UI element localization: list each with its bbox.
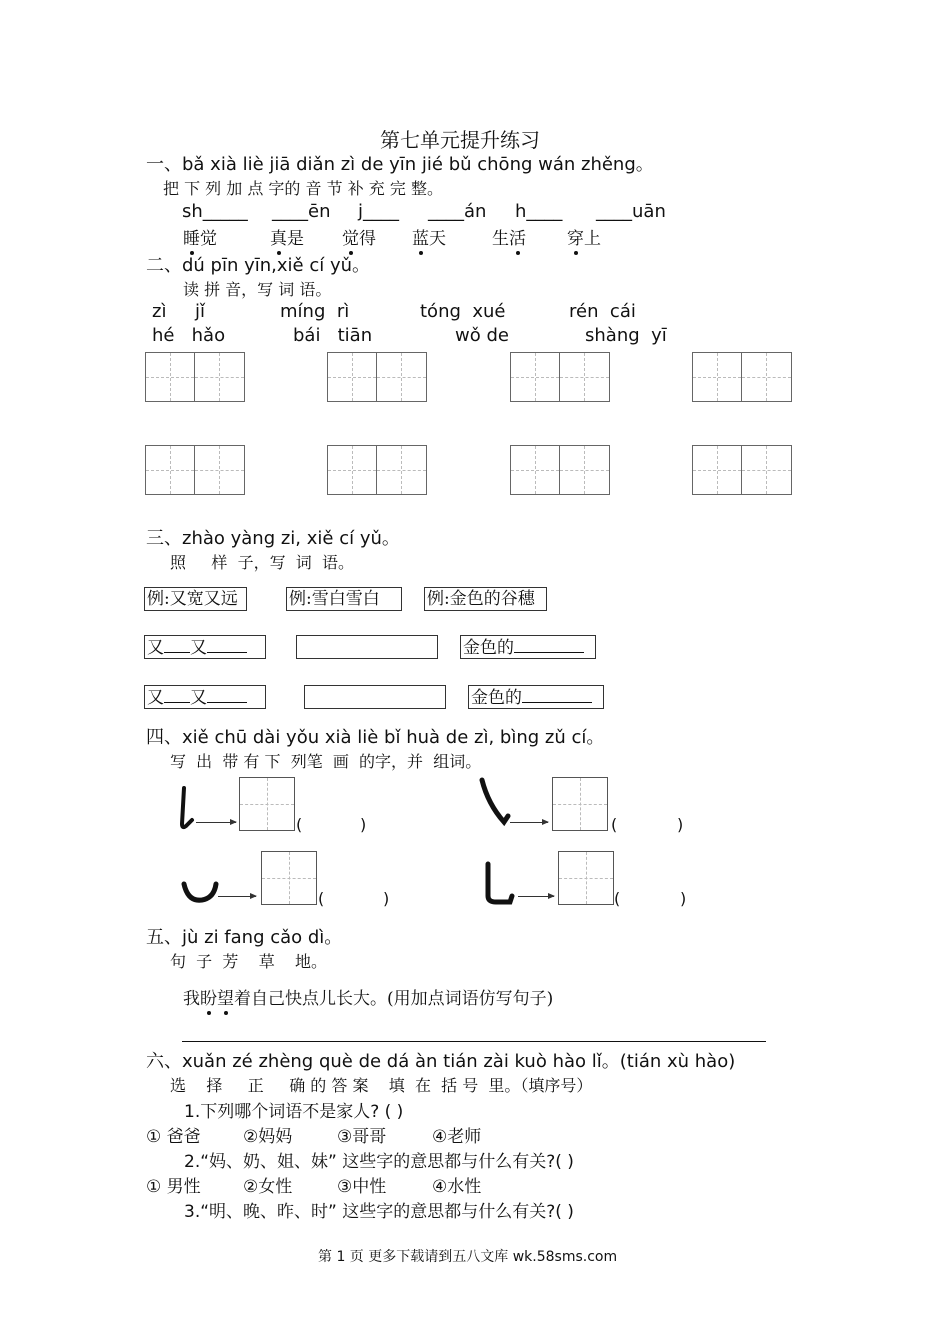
writing-grid-4[interactable] bbox=[692, 352, 792, 402]
s6-subtitle: 选 择 正 确 的 答 案 填 在 括 号 里。（填序号） bbox=[170, 1076, 593, 1095]
s1-blank-5: h____ bbox=[515, 201, 563, 222]
s1-word-2: 真是 bbox=[270, 229, 304, 249]
s5-sentence: 我盼望着自己快点儿长大。(用加点词语仿写句子) bbox=[183, 989, 554, 1009]
page-footer: 第 1 页 更多下载请到五八文库 wk.58sms.com bbox=[318, 1249, 618, 1265]
paren-open-4: ( bbox=[614, 889, 621, 908]
q2-option-4[interactable]: ④水性 bbox=[432, 1177, 482, 1197]
s5-subtitle: 句 子 芳 草 地。 bbox=[170, 952, 328, 971]
char-grid-2[interactable] bbox=[552, 777, 608, 831]
answer-box-you-1[interactable]: 又 又 bbox=[144, 635, 266, 659]
q1-option-2[interactable]: ②妈妈 bbox=[243, 1127, 293, 1147]
paren-close-4: ) bbox=[680, 889, 687, 908]
writing-grid-6[interactable] bbox=[327, 445, 427, 495]
s1-subtitle: 把 下 列 加 点 字的 音 节 补 充 完 整。 bbox=[163, 179, 443, 198]
q2-option-3[interactable]: ③中性 bbox=[337, 1177, 387, 1197]
question-2: 2.“妈、奶、姐、妹” 这些字的意思都与什么有关?( ) bbox=[184, 1152, 574, 1172]
s4-subtitle: 写 出 带 有 下 列笔 画 的字，并 组词。 bbox=[170, 752, 482, 771]
s3-subtitle: 照 样 子，写 词 语。 bbox=[170, 553, 354, 572]
s2-subtitle: 读 拼 音，写 词 语。 bbox=[183, 280, 332, 299]
s2-pinyin-r1-1: zì jǐ bbox=[152, 301, 206, 322]
s2-pinyin-r2-1: hé hǎo bbox=[152, 325, 226, 346]
arrow-2 bbox=[510, 822, 548, 823]
arrow-1 bbox=[196, 822, 236, 823]
s1-word-6: 穿上 bbox=[567, 229, 601, 249]
paren-open-2: ( bbox=[611, 815, 618, 834]
s1-word-5: 生活 bbox=[492, 229, 526, 249]
s2-pinyin-r2-3: wǒ de bbox=[455, 325, 509, 346]
example-box-3: 例:金色的谷穗 bbox=[424, 587, 547, 611]
stroke-shutí-icon bbox=[176, 784, 196, 834]
answer-box-golden-1[interactable]: 金色的 bbox=[460, 635, 596, 659]
q2-option-1[interactable]: ① 男性 bbox=[146, 1177, 201, 1197]
s1-blank-3: j____ bbox=[358, 201, 400, 222]
writing-grid-2[interactable] bbox=[327, 352, 427, 402]
writing-grid-3[interactable] bbox=[510, 352, 610, 402]
writing-grid-8[interactable] bbox=[692, 445, 792, 495]
char-grid-3[interactable] bbox=[261, 851, 317, 905]
writing-grid-1[interactable] bbox=[145, 352, 245, 402]
s2-heading: 二、dú pīn yīn,xiě cí yǔ。 bbox=[146, 255, 371, 276]
s1-word-1: 睡觉 bbox=[183, 229, 217, 249]
page-title: 第七单元提升练习 bbox=[380, 128, 540, 152]
paren-open-1: ( bbox=[296, 815, 303, 834]
s5-answer-line[interactable] bbox=[182, 1041, 766, 1042]
example-box-2: 例:雪白雪白 bbox=[286, 587, 402, 611]
paren-close-2: ) bbox=[677, 815, 684, 834]
s1-blank-6: ____uān bbox=[596, 201, 666, 222]
char-grid-1[interactable] bbox=[239, 777, 295, 831]
s2-pinyin-r1-4: rén cái bbox=[569, 301, 636, 322]
char-grid-4[interactable] bbox=[558, 851, 614, 905]
answer-box-blank-1[interactable] bbox=[296, 635, 438, 659]
s1-blank-2: ____ēn bbox=[272, 201, 331, 222]
answer-box-you-2[interactable]: 又 又 bbox=[144, 685, 266, 709]
arrow-3 bbox=[218, 896, 256, 897]
answer-box-golden-2[interactable]: 金色的 bbox=[468, 685, 604, 709]
paren-close-1: ) bbox=[360, 815, 367, 834]
s2-pinyin-r1-2: míng rì bbox=[280, 301, 350, 322]
question-3: 3.“明、晚、昨、时” 这些字的意思都与什么有关?( ) bbox=[184, 1202, 574, 1222]
q1-option-1[interactable]: ① 爸爸 bbox=[146, 1127, 201, 1147]
example-box-1: 例:又宽又远 bbox=[144, 587, 247, 611]
paren-close-3: ) bbox=[383, 889, 390, 908]
s2-pinyin-r1-3: tóng xué bbox=[420, 301, 506, 322]
s1-word-3: 觉得 bbox=[342, 229, 376, 249]
answer-box-blank-2[interactable] bbox=[304, 685, 446, 709]
s1-blank-4: ____án bbox=[428, 201, 487, 222]
arrow-4 bbox=[518, 896, 554, 897]
s2-pinyin-r2-4: shàng yī bbox=[585, 325, 667, 346]
s4-heading: 四、xiě chū dài yǒu xià liè bǐ huà de zì, bìng zǔ cí。 bbox=[146, 727, 605, 748]
s1-blank-1: sh_____ bbox=[182, 201, 248, 222]
stroke-shuwangou-icon bbox=[482, 860, 516, 908]
paren-open-3: ( bbox=[318, 889, 325, 908]
s2-pinyin-r2-2: bái tiān bbox=[293, 325, 373, 346]
s3-heading: 三、zhào yàng zi, xiě cí yǔ。 bbox=[146, 528, 400, 549]
s5-heading: 五、jù zi fang cǎo dì。 bbox=[146, 927, 343, 948]
writing-grid-7[interactable] bbox=[510, 445, 610, 495]
question-1: 1.下列哪个词语不是家人? ( ) bbox=[184, 1102, 404, 1122]
stroke-xiegou-icon bbox=[478, 776, 512, 832]
q1-option-3[interactable]: ③哥哥 bbox=[337, 1127, 387, 1147]
q2-option-2[interactable]: ②女性 bbox=[243, 1177, 293, 1197]
writing-grid-5[interactable] bbox=[145, 445, 245, 495]
stroke-wogou-icon bbox=[180, 876, 220, 906]
s1-word-4: 蓝天 bbox=[412, 229, 446, 249]
q1-option-4[interactable]: ④老师 bbox=[432, 1127, 482, 1147]
s1-heading: 一、bǎ xià liè jiā diǎn zì de yīn jié bǔ chōng wán zhěng。 bbox=[146, 154, 654, 175]
s6-heading: 六、xuǎn zé zhèng què de dá àn tián zài kuò hào lǐ。(tián xù hào) bbox=[146, 1051, 736, 1072]
